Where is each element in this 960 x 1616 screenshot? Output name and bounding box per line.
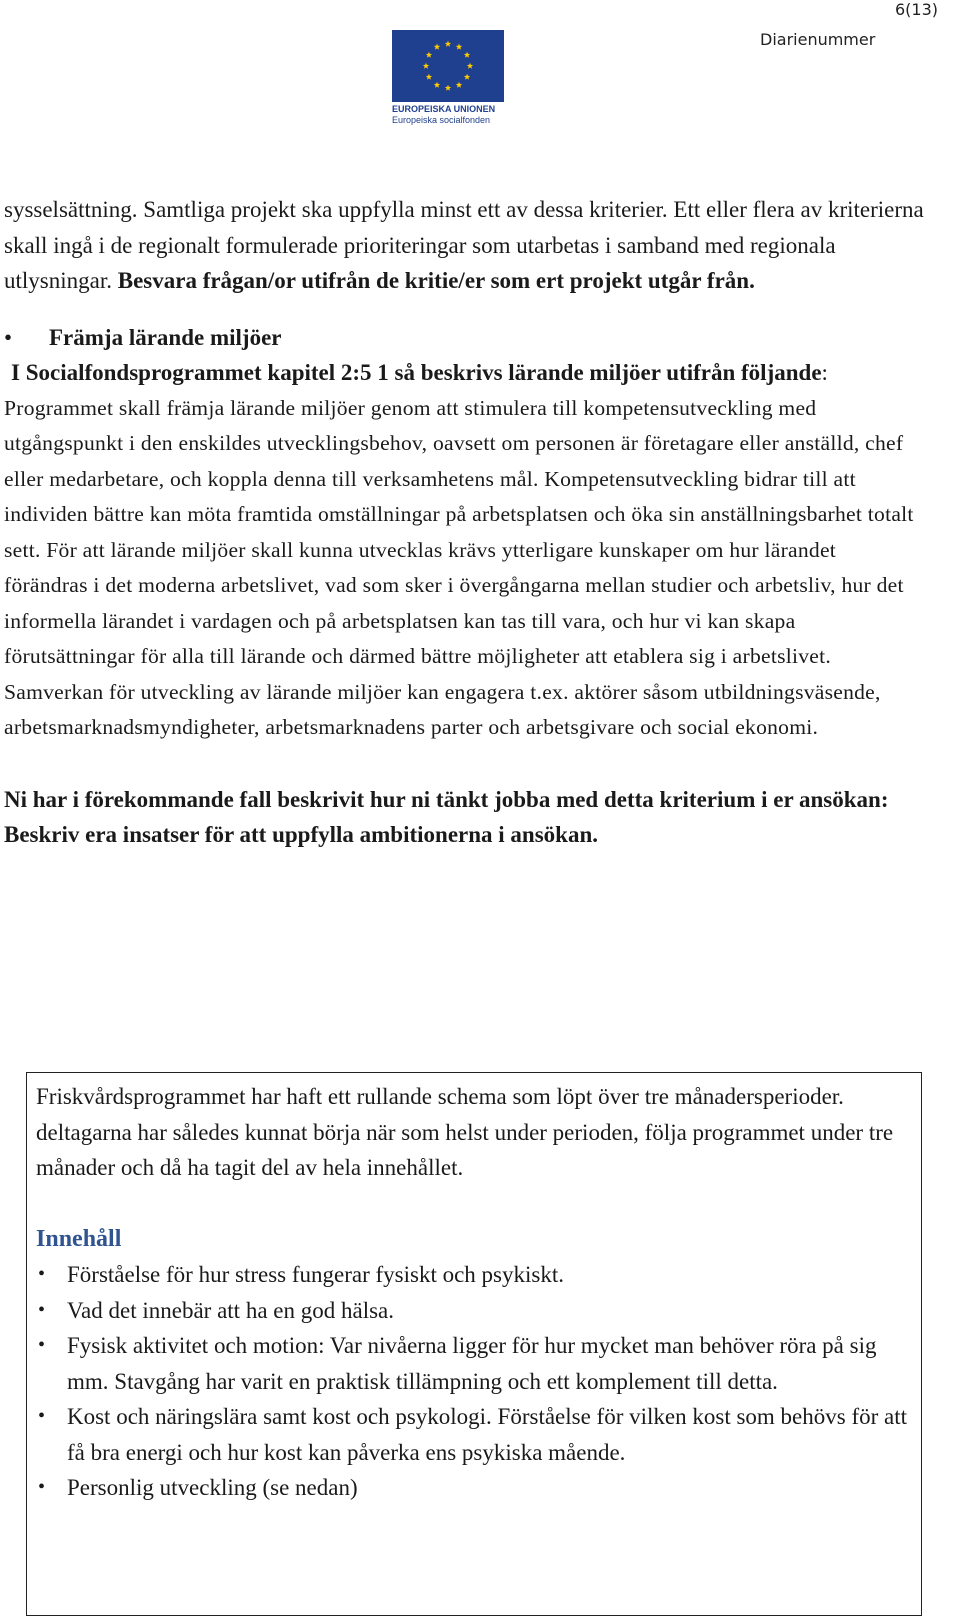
bullet-icon: •: [38, 1334, 46, 1356]
criterion-source-text: I Socialfondsprogrammet kapitel 2:5 1 så beskrivs lärande miljöer utifrån följande: [11, 360, 822, 385]
page-number: 6(13): [894, 0, 938, 19]
bullet-icon: •: [4, 324, 13, 350]
intro-instruction: Besvara frågan/or utifrån de kritie/er som ert projekt utgår från.: [117, 268, 755, 293]
eu-logo: [392, 30, 504, 126]
answer-box: [26, 1072, 922, 1616]
list-item: • Fysisk aktivitet och motion: Var nivåerna ligger för hur mycket man behöver röra på sig mm. Stavgång har varit en praktisk tillämpning och ett komplement till detta.: [36, 1328, 913, 1399]
bullet-icon: •: [38, 1476, 46, 1498]
criterion-heading: [4, 320, 924, 356]
intro-text: sysselsättning. Samtliga projekt ska uppfylla minst ett av dessa kriterier. Ett eller flera av kriterierna skall ingå i de regionalt formulerade prioriteringar som utarbetas i samband med regionala utlysningar.: [4, 197, 924, 293]
criterion-description: Programmet skall främja lärande miljöer genom att stimulera till kompetensutveckling med utgångspunkt i den enskildes utvecklingsbehov, oavsett om personen är företagare eller anställd, chef eller medarbetare, och koppla denna till verksamhetens mål. Kompetensutveckling bidrar till att individen bättre kan möta framtida omställningar på arbetsplatsen och öka sin anställningsbarhet totalt sett. För att lärande miljöer skall kunna utvecklas krävs ytterligare kunskaper om hur lärandet förändras i det moderna arbetslivet, vad som sker i övergångarna mellan studier och arbetsliv, hur det informella lärandet i vardagen och på arbetsplatsen kan tas till vara, och hur vi kan skapa förutsättningar för alla till lärande och därmed bättre möjligheter att etablera sig i arbetslivet. Samverkan för utveckling av lärande miljöer kan engagera t.ex. aktörer såsom utbildningsväsende, arbetsmarknadsmyndigheter, arbetsmarknadens parter och arbetsgivare och social ekonomi.: [4, 395, 914, 739]
list-item: • Vad det innebär att ha en god hälsa.: [36, 1293, 913, 1329]
criterion-title: Främja lärande miljöer: [49, 324, 282, 350]
list-item: • Förståelse för hur stress fungerar fysiskt och psykiskt.: [36, 1257, 913, 1293]
eu-flag-icon: [392, 30, 504, 102]
bullet-icon: •: [38, 1298, 46, 1321]
eu-logo-text: [392, 104, 504, 126]
answer-content-heading: Innehåll: [36, 1225, 122, 1252]
question-heading: Ni har i förekommande fall beskrivit hur ni tänkt jobba med detta kriterium i er ansökan: Beskriv era insatser för att uppfylla ambitionerna i ansökan.: [4, 786, 889, 847]
intro-paragraph: [4, 192, 924, 299]
document-body: [4, 192, 924, 853]
list-item: • Personlig utveckling (se nedan): [36, 1470, 913, 1506]
diarienummer-label: Diarienummer: [760, 30, 876, 49]
criterion-source: [4, 355, 924, 391]
bullet-icon: •: [38, 1405, 46, 1427]
eu-logo-line1: EUROPEISKA UNIONEN: [392, 104, 496, 114]
answer-content-list: [36, 1257, 913, 1506]
bullet-icon: •: [38, 1263, 46, 1285]
criterion-source-colon: :: [821, 360, 828, 385]
eu-logo-line2: Europeiska socialfonden: [392, 115, 491, 125]
answer-paragraph: Friskvårdsprogrammet har haft ett rullande schema som löpt över tre månadersperioder. deltagarna har således kunnat börja när som helst under perioden, följa programmet under tre månader och då ha tagit del av hela innehållet.: [36, 1084, 894, 1180]
list-item: • Kost och näringslära samt kost och psykologi. Förståelse för vilken kost som behövs för att få bra energi och hur kost kan påverka ens psykiska mående.: [36, 1399, 913, 1470]
